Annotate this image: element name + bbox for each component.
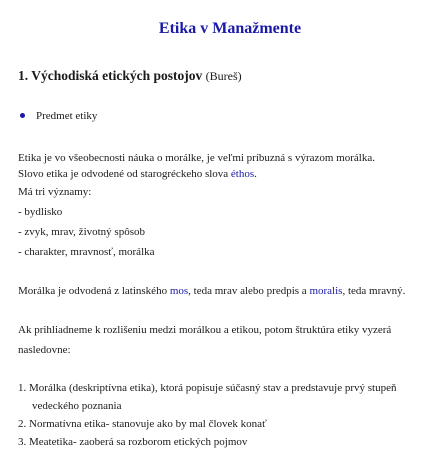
paragraph-line: Ak prihliadneme k rozlišeniu medzi morálkou a etikou, potom štruktúra etiky vyzerá — [18, 324, 392, 336]
paragraph-text: , teda mravný. — [342, 285, 406, 297]
paragraph-text: Morálka je odvodená z latinského — [18, 285, 170, 297]
meaning-item: - charakter, mravnosť, morálka — [18, 246, 155, 258]
bullet-item — [20, 110, 97, 122]
section-heading-text: 1. Východiská etických postojov — [18, 68, 203, 83]
term-mos: mos — [169, 285, 189, 297]
bullet-label: Predmet etiky — [36, 110, 98, 122]
document-title: Etika v Manažmente — [158, 20, 302, 37]
paragraph-text: . — [254, 168, 257, 180]
paragraph-text: , teda mrav alebo predpis a — [188, 285, 310, 297]
paragraph-line: Má tri významy: — [18, 186, 92, 198]
paragraph-line: nasledovne: — [18, 344, 71, 356]
section-heading — [18, 68, 242, 84]
list-item: 3. Meatetika- zaoberá sa rozborom etických pojmov — [18, 436, 248, 448]
section-author: (Bureš) — [205, 69, 242, 83]
paragraph-line: Etika je vo všeobecnosti náuka o morálke, je veľmi príbuzná s výrazom morálka. — [18, 152, 375, 164]
list-item-continuation: vedeckého poznania — [32, 400, 122, 412]
paragraph-line — [18, 166, 257, 182]
term-moralis: moralis — [309, 285, 343, 297]
meaning-item: - zvyk, mrav, životný spôsob — [18, 226, 145, 238]
paragraph-line — [18, 283, 405, 299]
term-ethos: éthos — [230, 168, 255, 180]
bullet-dot-icon — [20, 113, 25, 118]
list-item: 1. Morálka (deskriptívna etika), ktorá popisuje súčasný stav a predstavuje prvý stupeň — [18, 382, 397, 394]
paragraph-text: Slovo etika je odvodené od starogréckeho slova — [18, 168, 231, 180]
list-item: 2. Normatívna etika- stanovuje ako by mal človek konať — [18, 418, 267, 430]
meaning-item: - bydlisko — [18, 206, 63, 218]
